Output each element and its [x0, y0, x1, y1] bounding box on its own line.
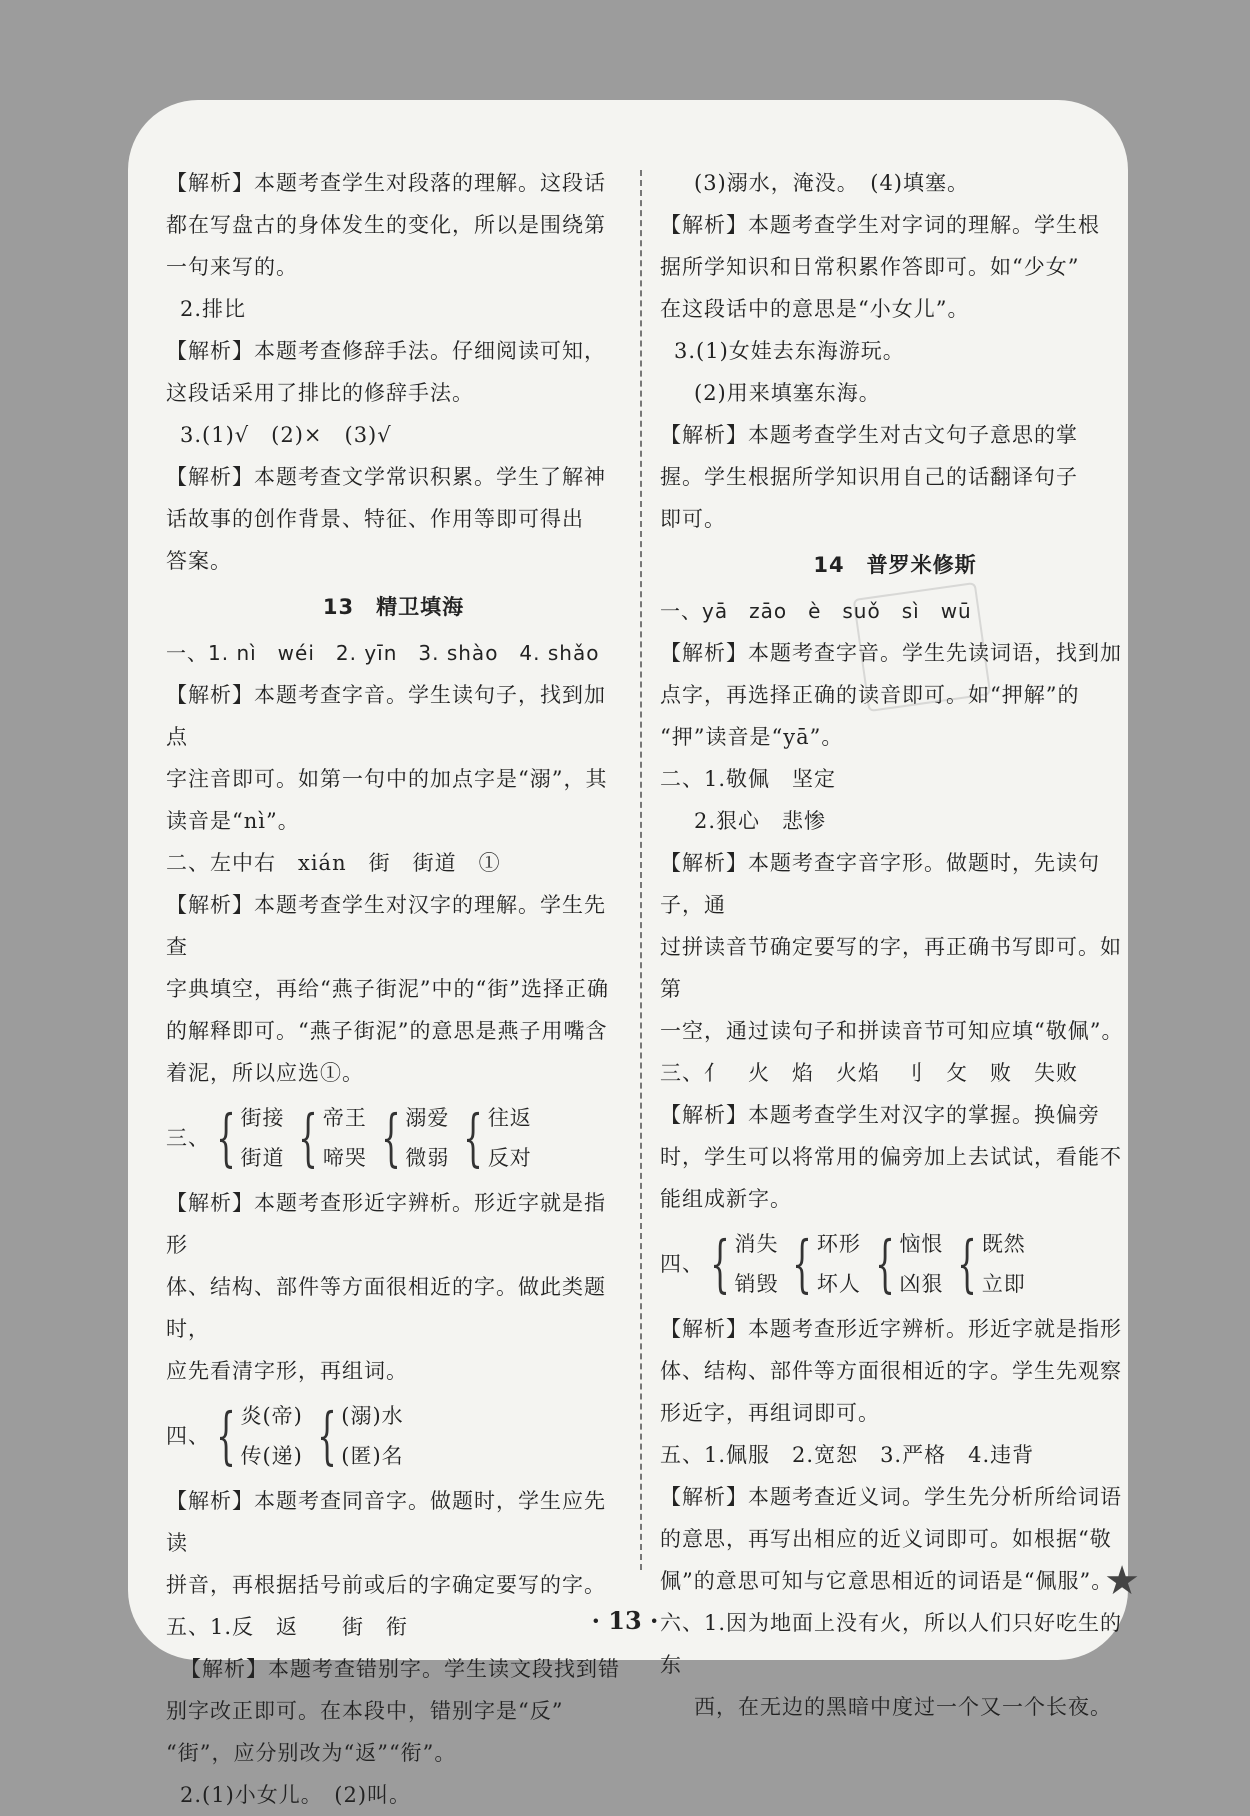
word: 微弱	[405, 1146, 450, 1170]
text-line: 时，学生可以将常用的偏旁加上去试试，看能不	[660, 1145, 1122, 1169]
right-column	[660, 162, 1130, 1728]
text-line: 【解析】本题考查文学常识积累。学生了解神	[166, 465, 606, 489]
text-line: 【解析】本题考查形近字辨析。形近字就是指形	[166, 1191, 606, 1257]
answer-line: 一、1. nì wéi 2. yīn 3. shào 4. shǎo	[166, 641, 600, 665]
answer-line: 五、1.反 返 街 衔	[166, 1615, 409, 1639]
brace-group: { 溺爱 微弱	[377, 1098, 449, 1178]
brace-group: { 恼恨 凶狠	[871, 1224, 943, 1304]
brace-group: { 炎(帝) 传(递)	[212, 1396, 303, 1476]
text-line: 体、结构、部件等方面很相近的字。学生先观察	[660, 1359, 1122, 1383]
text-line: 一句来写的。	[166, 255, 298, 279]
text-line: 握。学生根据所学知识用自己的话翻译句子	[660, 465, 1078, 489]
brace-group: { 帝王 啼哭	[294, 1098, 366, 1178]
word: 坏人	[816, 1272, 861, 1296]
word: 传(递)	[240, 1444, 303, 1468]
text-line: 【解析】本题考查学生对字词的理解。学生根	[660, 213, 1100, 237]
text-line: 过拼读音节确定要写的字，再正确书写即可。如第	[660, 935, 1122, 1001]
column-divider	[640, 170, 642, 1570]
page-number: · 13 ·	[591, 1606, 659, 1635]
question-number: 四、	[660, 1252, 704, 1276]
lesson-heading: 14 普罗米修斯	[813, 553, 977, 577]
text-line: 字典填空，再给“燕子街泥”中的“街”选择正确	[166, 977, 609, 1001]
word: 街接	[240, 1106, 285, 1130]
text-line: 【解析】本题考查学生对段落的理解。这段话	[166, 171, 606, 195]
brace-group: { 街接 街道	[212, 1098, 284, 1178]
text-line: 【解析】本题考查字音。学生读句子，找到加点	[166, 683, 606, 749]
text-line: 【解析】本题考查字音字形。做题时，先读句子，通	[660, 851, 1100, 917]
brace-answer-si	[166, 1396, 621, 1476]
brace-group: { 既然 立即	[953, 1224, 1025, 1304]
answer-line: 一、yā zāo è suǒ sì wū	[660, 599, 972, 623]
text-line: 据所学知识和日常积累作答即可。如“少女”	[660, 255, 1080, 279]
brace-answer-san	[166, 1098, 621, 1178]
brace-group: { 消失 销毁	[706, 1224, 778, 1304]
word: (匿)名	[341, 1444, 404, 1468]
text-line: 【解析】本题考查学生对汉字的掌握。换偏旁	[660, 1103, 1100, 1127]
word: 街道	[240, 1146, 285, 1170]
answer-line: 六、1.因为地面上没有火，所以人们只好吃生的东	[660, 1611, 1123, 1677]
word: 帝王	[322, 1106, 367, 1130]
answer-line: 2.(1)小女儿。 (2)叫。	[180, 1783, 412, 1807]
answer-line: 五、1.佩服 2.宽恕 3.严格 4.违背	[660, 1443, 1035, 1467]
answer-line: 2.排比	[180, 297, 247, 321]
text-line: 【解析】本题考查学生对汉字的理解。学生先查	[166, 893, 606, 959]
answer-line: 3.(1)√ (2)× (3)√	[180, 423, 392, 447]
text-line: 【解析】本题考查近义词。学生先分析所给词语	[660, 1485, 1122, 1509]
word: 溺爱	[405, 1106, 450, 1130]
word: 销毁	[734, 1272, 779, 1296]
word: (溺)水	[341, 1404, 404, 1428]
answer-line: 二、1.敬佩 坚定	[660, 767, 837, 791]
text-line: 别字改正即可。在本段中，错别字是“反”	[166, 1699, 564, 1723]
star-icon: ★	[1104, 1558, 1140, 1604]
text-line: 形近字，再组词即可。	[660, 1401, 880, 1425]
text-line: 能组成新字。	[660, 1187, 792, 1211]
text-line: 答案。	[166, 549, 232, 573]
word: 反对	[487, 1146, 532, 1170]
answer-line: 二、左中右 xián 街 街道 ①	[166, 851, 501, 875]
brace-answer-si	[660, 1224, 1130, 1304]
answer-line: 三、亻 火 焰 火焰 刂 攵 败 失败	[660, 1061, 1078, 1085]
text-line: 的解释即可。“燕子街泥”的意思是燕子用嘴含	[166, 1019, 608, 1043]
answer-line: 3.(1)女娃去东海游玩。	[674, 339, 905, 363]
text-line: 都在写盘古的身体发生的变化，所以是围绕第	[166, 213, 606, 237]
text-line: 着泥，所以应选①。	[166, 1061, 364, 1085]
text-line: 【解析】本题考查形近字辨析。形近字就是指形	[660, 1317, 1122, 1341]
text-line: 【解析】本题考查学生对古文句子意思的掌	[660, 423, 1078, 447]
word: 往返	[487, 1106, 532, 1130]
text-line: “押”读音是“yā”。	[660, 725, 844, 749]
text-line: 佩”的意思可知与它意思相近的词语是“佩服”。	[660, 1569, 1114, 1593]
answer-line: (3)溺水，淹没。 (4)填塞。	[694, 171, 969, 195]
answer-line: 2.狠心 悲惨	[694, 809, 827, 833]
text-line: 读音是“nì”。	[166, 809, 300, 833]
text-line: 字注音即可。如第一句中的加点字是“溺”，其	[166, 767, 608, 791]
left-column	[166, 162, 621, 1816]
text-line: 话故事的创作背景、特征、作用等即可得出	[166, 507, 584, 531]
text-line: “街”，应分别改为“返”“衔”。	[166, 1741, 457, 1765]
question-number: 四、	[166, 1424, 210, 1448]
text-line: 体、结构、部件等方面很相近的字。做此类题时，	[166, 1275, 606, 1341]
word: 恼恨	[899, 1232, 944, 1256]
word: 凶狠	[899, 1272, 944, 1296]
word: 环形	[816, 1232, 861, 1256]
text-line: 应先看清字形，再组词。	[166, 1359, 408, 1383]
question-number: 三、	[166, 1126, 210, 1150]
text-line: 点字，再选择正确的读音即可。如“押解”的	[660, 683, 1080, 707]
word: 啼哭	[322, 1146, 367, 1170]
lesson-heading: 13 精卫填海	[322, 595, 465, 619]
text-line: 即可。	[660, 507, 726, 531]
text-line: 西，在无边的黑暗中度过一个又一个长夜。	[694, 1695, 1112, 1719]
text-line: 【解析】本题考查字音。学生先读词语，找到加	[660, 641, 1122, 665]
text-line: 这段话采用了排比的修辞手法。	[166, 381, 474, 405]
text-line: 【解析】本题考查修辞手法。仔细阅读可知，	[166, 339, 606, 363]
text-line: 一空，通过读句子和拼读音节可知应填“敬佩”。	[660, 1019, 1124, 1043]
brace-group: { (溺)水 (匿)名	[313, 1396, 404, 1476]
word: 既然	[981, 1232, 1026, 1256]
text-line: 的意思，再写出相应的近义词即可。如根据“敬	[660, 1527, 1112, 1551]
answer-line: (2)用来填塞东海。	[694, 381, 881, 405]
word: 立即	[981, 1272, 1026, 1296]
word: 炎(帝)	[240, 1404, 303, 1428]
brace-group: { 环形 坏人	[788, 1224, 860, 1304]
text-line: 【解析】本题考查错别字。学生读文段找到错	[180, 1657, 620, 1681]
text-line: 【解析】本题考查同音字。做题时，学生应先读	[166, 1489, 606, 1555]
text-line: 拼音，再根据括号前或后的字确定要写的字。	[166, 1573, 606, 1597]
text-line: 在这段话中的意思是“小女儿”。	[660, 297, 970, 321]
word: 消失	[734, 1232, 779, 1256]
brace-group: { 往返 反对	[459, 1098, 531, 1178]
